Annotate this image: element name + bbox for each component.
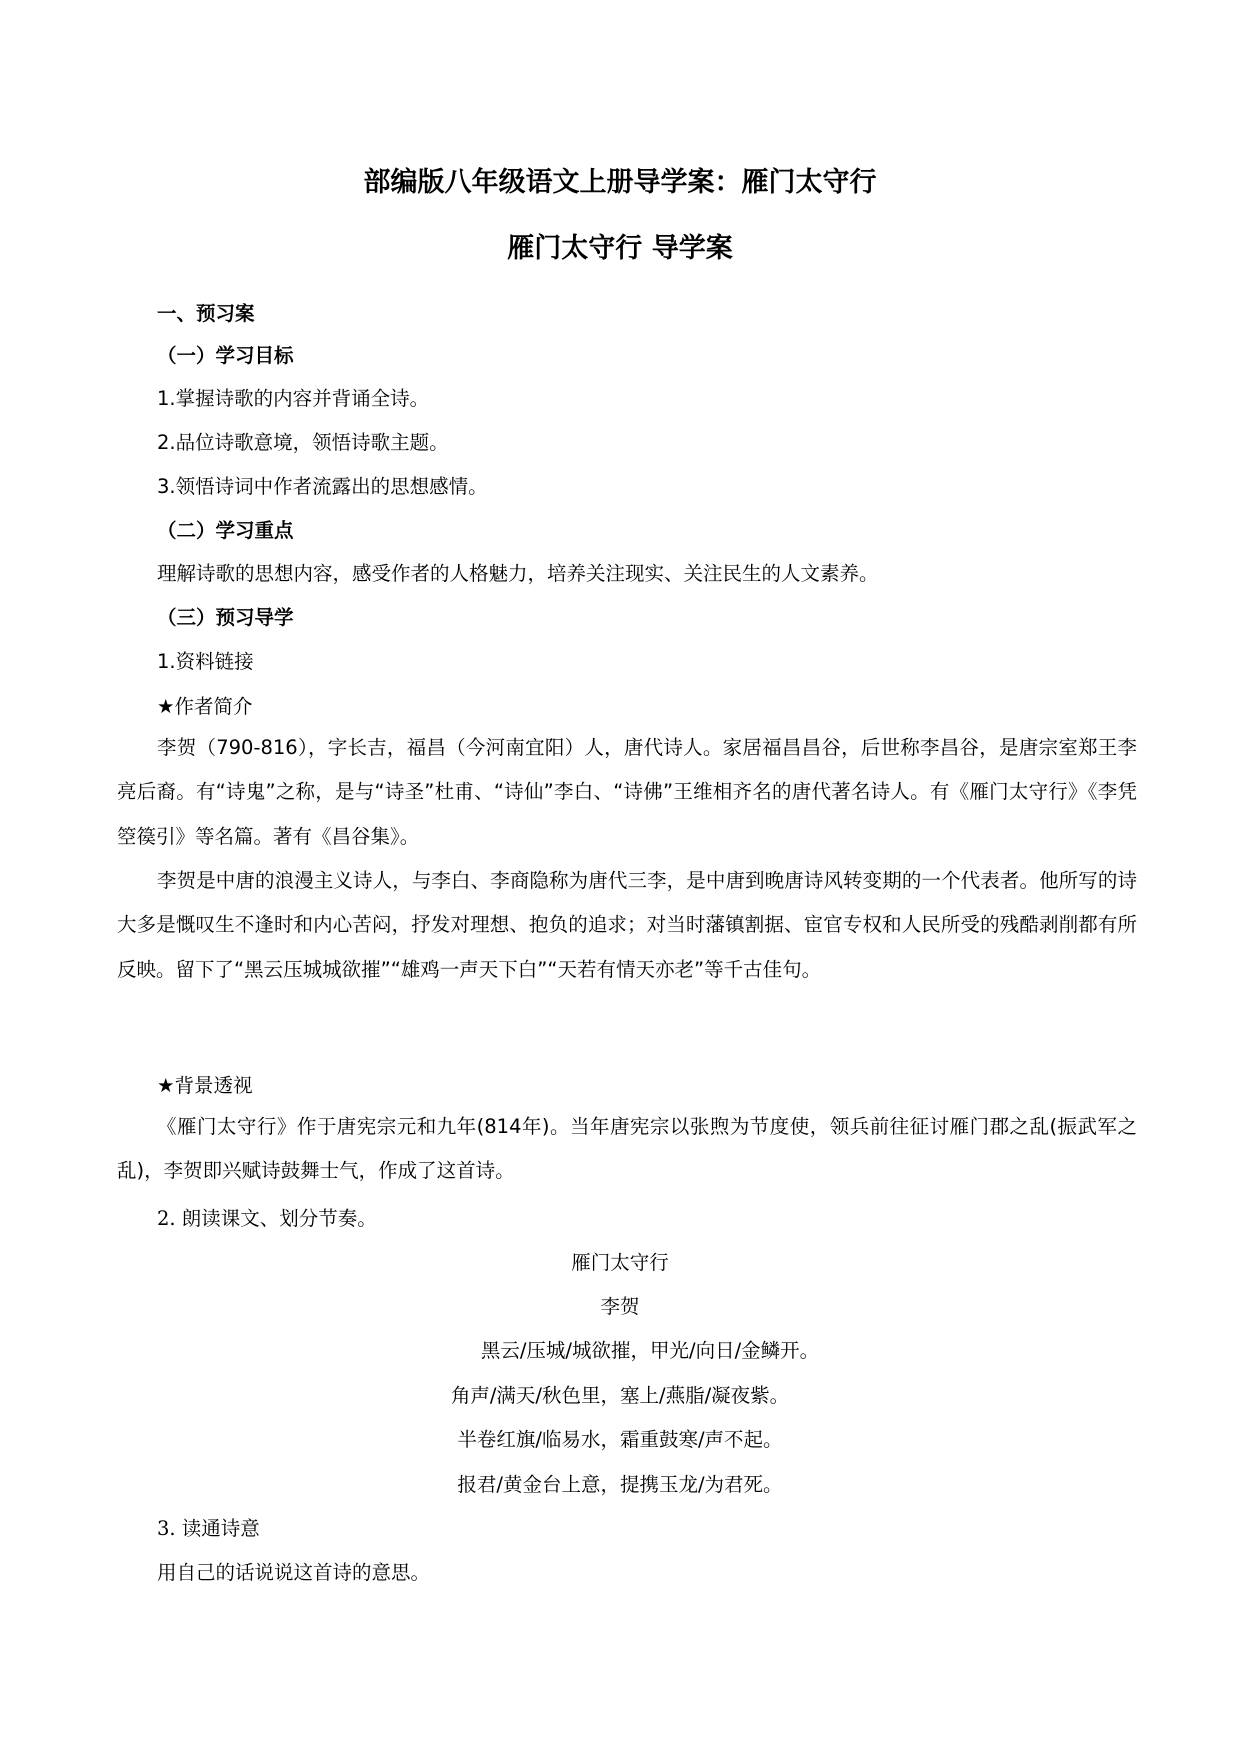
poem-line: 黑云/压城/城欲摧，甲光/向日/金鳞开。 [480,1339,820,1362]
meaning-label: 3. 读通诗意 [157,1517,260,1540]
poem-line: 报君/黄金台上意，提携玉龙/为君死。 [457,1473,783,1496]
section-heading-preview: 一、预习案 [157,302,255,325]
poem-author: 李贺 [600,1295,640,1318]
poem-line: 角声/满天/秋色里，塞上/燕脂/凝夜紫。 [450,1384,790,1407]
poem-title: 雁门太守行 [571,1251,669,1274]
section-heading-guide: （三）预习导学 [157,606,294,629]
section-heading-focus: （二）学习重点 [157,519,294,542]
document-subtitle: 雁门太守行 导学案 [507,233,733,264]
background-paragraph: 《雁门太守行》作于唐宪宗元和九年(814年)。当年唐宪宗以张煦为节度使，领兵前往征讨雁门郡之乱(振武军之乱)，李贺即兴赋诗鼓舞士气，作成了这首诗。 [117,1115,1137,1183]
resource-label: 1.资料链接 [157,650,254,673]
document-title: 部编版八年级语文上册导学案：雁门太守行 [363,167,877,198]
objective-item: 2.品位诗歌意境，领悟诗歌主题。 [157,431,449,454]
background-label: ★背景透视 [157,1074,253,1097]
section-heading-objectives: （一）学习目标 [157,344,294,367]
author-paragraph-1: 李贺（790-816），字长吉，福昌（今河南宜阳）人，唐代诗人。家居福昌昌谷，后世称李昌谷，是唐宗室郑王李亮后裔。有“诗鬼”之称，是与“诗圣”杜甫、“诗仙”李白、“诗佛”王维相齐名的唐代著名诗人。有《雁门太守行》《李凭箜篌引》等名篇。著有《昌谷集》。 [117,736,1137,848]
objective-item: 1.掌握诗歌的内容并背诵全诗。 [157,387,430,410]
poem-line: 半卷红旗/临易水，霜重鼓寒/声不起。 [457,1428,783,1451]
read-aloud-label: 2. 朗读课文、划分节奏。 [157,1207,377,1230]
objective-item: 3.领悟诗词中作者流露出的思想感情。 [157,475,488,498]
meaning-text: 用自己的话说说这首诗的意思。 [157,1561,431,1584]
author-paragraph-2: 李贺是中唐的浪漫主义诗人，与李白、李商隐称为唐代三李，是中唐到晚唐诗风转变期的一个代表者。他所写的诗大多是慨叹生不逢时和内心苦闷，抒发对理想、抱负的追求；对当时藩镇割据、宦官专权和人民所受的残酷剥削都有所反映。留下了“黑云压城城欲摧”“雄鸡一声天下白”“天若有情天亦老”等千古佳句。 [117,869,1137,981]
focus-text: 理解诗歌的思想内容，感受作者的人格魅力，培养关注现实、关注民生的人文素养。 [157,562,879,585]
author-label: ★作者简介 [157,695,253,718]
